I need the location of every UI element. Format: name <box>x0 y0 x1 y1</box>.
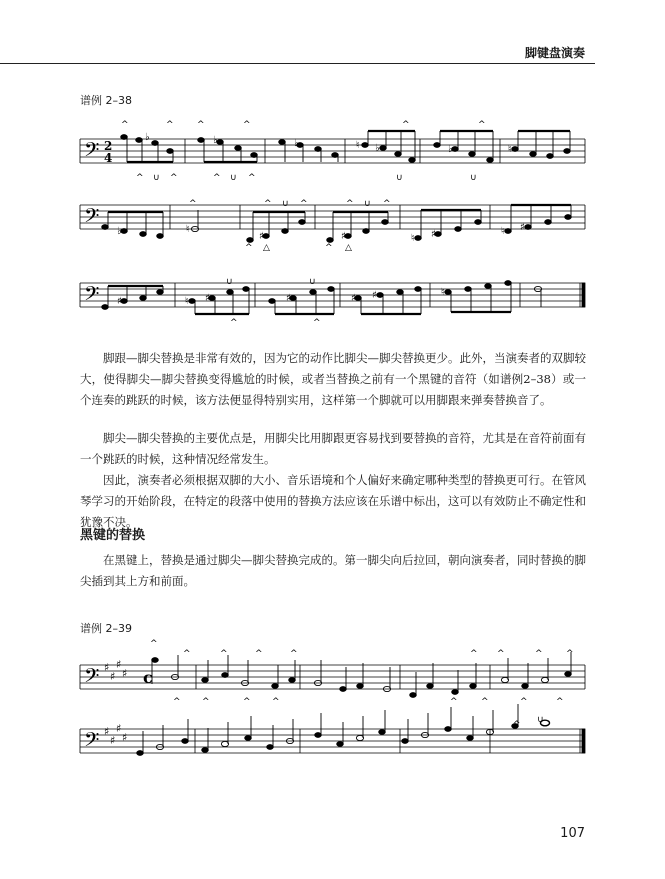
notes-system-3 <box>102 281 542 314</box>
svg-text:♯: ♯ <box>341 231 346 242</box>
staff-system-4 <box>80 665 585 689</box>
svg-text:♮: ♮ <box>411 233 415 244</box>
svg-text:^: ^ <box>183 649 191 659</box>
svg-text:^: ^ <box>470 649 478 659</box>
svg-text:^: ^ <box>325 243 333 253</box>
page-number: 107 <box>560 826 585 841</box>
svg-text:♯: ♯ <box>431 229 436 240</box>
svg-text:♭: ♭ <box>145 132 150 143</box>
notes-system-4 <box>152 652 572 697</box>
paragraph-1: 脚跟—脚尖替换是非常有效的，因为它的动作比脚尖—脚尖替换更少。此外，当演奏者的双脚较大，使得脚尖—脚尖替换变得尴尬的时候，或者当替换之前有一个黑键的音符（如谱例2–38）或一个连奏的跳跃的时候，该方法便显得特别实用，这样第一个脚就可以用脚跟来弹奏替换音了。 <box>80 351 586 407</box>
sharp-icon: ♯ <box>110 670 116 683</box>
bass-clef-icon: 𝄢 <box>84 138 100 166</box>
staff-system-5 <box>80 729 585 753</box>
bass-clef-icon: 𝄢 <box>84 728 100 756</box>
svg-text:^: ^ <box>290 649 298 659</box>
svg-text:△: △ <box>263 243 270 253</box>
svg-text:^: ^ <box>556 697 564 707</box>
staff-system-2 <box>80 205 585 229</box>
svg-text:^: ^ <box>136 173 144 183</box>
svg-text:^: ^ <box>245 243 253 253</box>
svg-text:^: ^ <box>213 173 221 183</box>
svg-text:^: ^ <box>121 120 129 130</box>
paragraph-2: 脚尖—脚尖替换的主要优点是，用脚尖比用脚跟更容易找到要替换的音符，尤其是在音符前面有一个跳跃的时候，这种情况经常发生。 <box>80 431 586 466</box>
svg-text:△: △ <box>345 243 352 253</box>
section-heading: 黑键的替换 <box>80 528 146 543</box>
svg-text:^: ^ <box>346 199 354 209</box>
bass-clef-icon: 𝄢 <box>84 204 100 232</box>
sharp-icon: ♯ <box>122 667 128 680</box>
svg-text:^: ^ <box>313 318 321 328</box>
svg-text:♭: ♭ <box>294 138 299 149</box>
svg-text:^: ^ <box>264 199 272 209</box>
svg-text:^: ^ <box>202 697 210 707</box>
svg-text:∪: ∪ <box>309 277 316 287</box>
svg-text:^: ^ <box>220 649 228 659</box>
running-header: 脚键盘演奏 <box>524 46 585 60</box>
svg-text:♮: ♮ <box>501 226 505 237</box>
svg-text:^: ^ <box>150 639 158 649</box>
svg-text:^: ^ <box>383 199 391 209</box>
svg-text:♮: ♮ <box>508 144 512 155</box>
time-signature-bottom: 4 <box>104 151 113 165</box>
svg-text:^: ^ <box>166 120 174 130</box>
svg-text:^: ^ <box>566 649 574 659</box>
svg-text:^: ^ <box>450 697 458 707</box>
svg-text:♮: ♮ <box>441 287 445 298</box>
svg-text:♮: ♮ <box>186 224 190 235</box>
notes-system-1 <box>121 131 571 162</box>
sharp-icon: ♯ <box>116 722 122 735</box>
svg-text:^: ^ <box>255 649 263 659</box>
example-label-2-38: 谱例 2–38 <box>80 94 132 107</box>
svg-text:∪: ∪ <box>282 199 289 209</box>
bass-clef-icon: 𝄢 <box>84 664 100 692</box>
bass-clef-icon: 𝄢 <box>84 282 100 310</box>
paragraph-3: 因此，演奏者必须根据双脚的大小、音乐语境和个人偏好来确定哪种类型的替换更可行。在管风琴学习的开始阶段，在特定的段落中使用的替换方法应该在乐谱中标出，这可以有效防止不确定性和犹豫不决。 <box>80 473 586 529</box>
svg-text:^: ^ <box>189 199 197 209</box>
sharp-icon: ♯ <box>104 725 110 738</box>
svg-text:♮: ♮ <box>185 296 189 307</box>
svg-text:^: ^ <box>497 649 505 659</box>
svg-text:♯: ♯ <box>520 222 525 233</box>
svg-text:♭: ♭ <box>375 143 380 154</box>
svg-text:∪: ∪ <box>230 173 237 183</box>
svg-text:♭: ♭ <box>213 135 218 146</box>
svg-text:∪: ∪ <box>537 715 544 725</box>
example-label-2-39: 谱例 2–39 <box>80 622 132 635</box>
svg-text:^: ^ <box>300 199 308 209</box>
svg-text:^: ^ <box>230 318 238 328</box>
svg-text:♯: ♯ <box>117 296 122 307</box>
svg-text:∪: ∪ <box>364 199 371 209</box>
svg-text:^: ^ <box>478 120 486 130</box>
svg-text:^: ^ <box>173 697 181 707</box>
svg-text:^: ^ <box>402 120 410 130</box>
svg-text:^: ^ <box>513 720 521 730</box>
svg-text:♯: ♯ <box>205 293 210 304</box>
svg-text:^: ^ <box>535 649 543 659</box>
svg-text:^: ^ <box>272 697 280 707</box>
notes-system-5 <box>137 704 550 755</box>
time-signature-top: 2 <box>104 139 113 153</box>
sharp-icon: ♯ <box>122 731 128 744</box>
svg-text:^: ^ <box>197 120 205 130</box>
svg-text:∪: ∪ <box>470 173 477 183</box>
svg-text:♯: ♯ <box>259 231 264 242</box>
svg-text:^: ^ <box>248 173 256 183</box>
svg-text:♮: ♮ <box>356 140 360 151</box>
section-body: 在黑键上，替换是通过脚尖—脚尖替换完成的。第一脚尖向后拉回，朝向演奏者，同时替换的脚尖插到其上方和前面。 <box>80 553 586 588</box>
svg-text:♯: ♯ <box>286 293 291 304</box>
svg-text:∪: ∪ <box>396 173 403 183</box>
svg-text:♭: ♭ <box>117 226 122 237</box>
svg-text:^: ^ <box>170 173 178 183</box>
svg-text:^: ^ <box>243 697 251 707</box>
sharp-icon: ♯ <box>110 734 116 747</box>
svg-text:^: ^ <box>243 120 251 130</box>
svg-text:^: ^ <box>520 697 528 707</box>
svg-text:∪: ∪ <box>226 277 233 287</box>
sharp-icon: ♯ <box>116 658 122 671</box>
common-time-icon: c <box>143 668 153 687</box>
sharp-icon: ♯ <box>104 661 110 674</box>
svg-text:♯: ♯ <box>372 290 377 301</box>
svg-text:♯: ♯ <box>351 293 356 304</box>
svg-text:∪: ∪ <box>153 173 160 183</box>
svg-text:♭: ♭ <box>448 144 453 155</box>
svg-text:^: ^ <box>481 697 489 707</box>
